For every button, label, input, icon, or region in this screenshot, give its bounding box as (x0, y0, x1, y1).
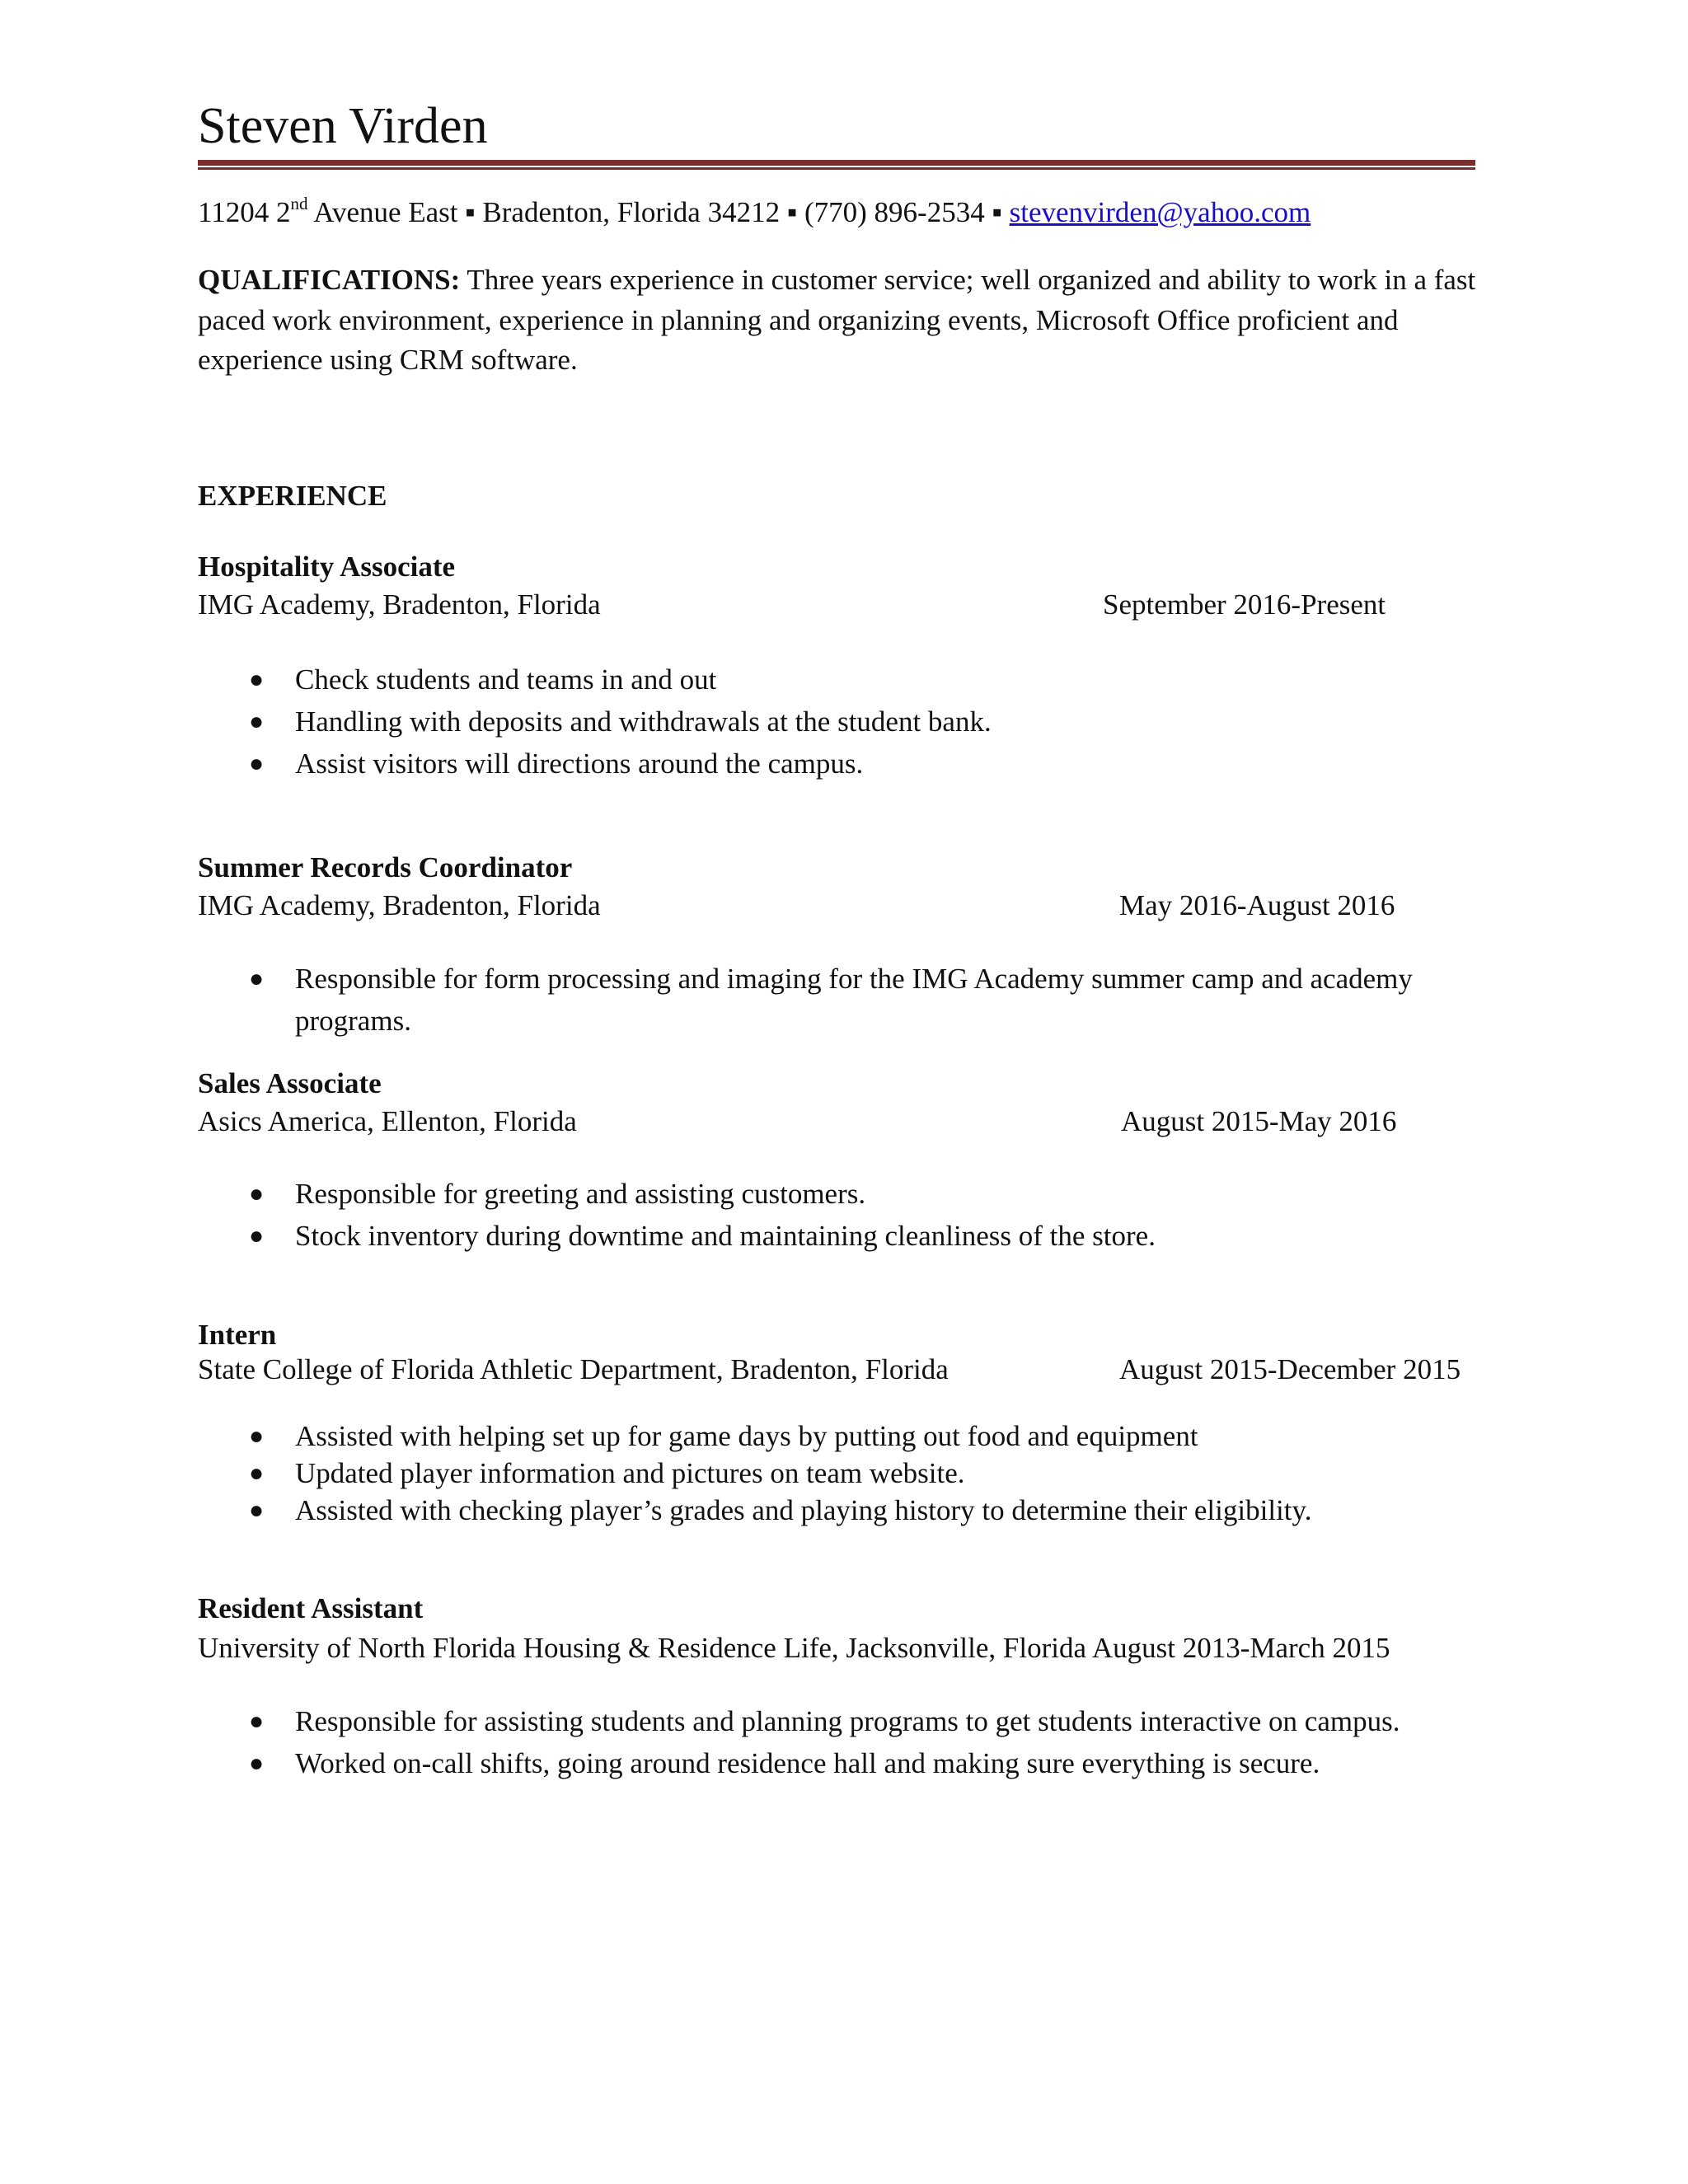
bullet-item: ● Responsible for greeting and assisting customers. (198, 1173, 1156, 1215)
job-title: Sales Associate (198, 1067, 382, 1099)
bullet-dot-icon: ● (249, 965, 265, 992)
bullet-item: ● Responsible for form processing and imaging for the IMG Academy summer camp and academy programs. (198, 958, 1482, 1042)
bullet-dot-icon: ● (249, 1222, 265, 1249)
bullet-dot-icon: ● (249, 1180, 265, 1207)
bullet-item: ● Assist visitors will directions around the campus. (198, 743, 992, 785)
bullet-dot-icon: ● (249, 1708, 265, 1735)
bullet-item: ● Check students and teams in and out (198, 658, 992, 701)
bullet-item: ● Assisted with helping set up for game days by putting out food and equipment (198, 1418, 1311, 1455)
job-bullets (198, 958, 1482, 1042)
experience-heading: EXPERIENCE (198, 480, 387, 512)
bullet-item: ● Worked on-call shifts, going around residence hall and making sure everything is secure. (198, 1742, 1400, 1784)
bullet-dot-icon: ● (249, 1422, 265, 1450)
bullet-item: ● Stock inventory during downtime and maintaining cleanliness of the store. (198, 1215, 1156, 1257)
bullet-dot-icon: ● (249, 666, 265, 693)
bullet-dot-icon: ● (249, 1460, 265, 1487)
address-street-number: 11204 2 (198, 196, 291, 228)
bullet-dot-icon: ● (249, 708, 265, 735)
job-bullets (198, 1173, 1156, 1257)
job-org: IMG Academy, Bradenton, Florida (198, 588, 601, 621)
bullet-dot-icon: ● (249, 750, 265, 777)
bullet-item: ● Assisted with checking player’s grades and playing history to determine their eligibility. (198, 1492, 1311, 1529)
job-org: Asics America, Ellenton, Florida (198, 1105, 577, 1137)
job-bullets (198, 1700, 1400, 1784)
job-dates: May 2016-August 2016 (1119, 889, 1395, 921)
bullet-dot-icon: ● (249, 1750, 265, 1777)
job-org: State College of Florida Athletic Department, Bradenton, Florida (198, 1353, 949, 1385)
header-rule-thin (198, 167, 1475, 170)
header-rule-thick (198, 160, 1475, 166)
job-dates: August 2015-December 2015 (1119, 1353, 1461, 1385)
bullet-dot-icon: ● (249, 1497, 265, 1524)
qualifications-paragraph (198, 260, 1484, 381)
email-link[interactable]: stevenvirden@yahoo.com (1009, 196, 1311, 228)
job-org: IMG Academy, Bradenton, Florida (198, 889, 601, 921)
job-bullets (198, 658, 992, 785)
qualifications-label: QUALIFICATIONS: (198, 264, 461, 296)
bullet-item: ● Updated player information and pictures on team website. (198, 1455, 1311, 1492)
job-bullets (198, 1418, 1311, 1529)
contact-line (198, 196, 1311, 229)
resume-name: Steven Virden (198, 98, 488, 154)
address-and-phone: Avenue East ▪ Bradenton, Florida 34212 ▪ (770) 896-2534 ▪ (307, 196, 1010, 228)
job-dates: August 2013-March 2015 (1091, 1632, 1390, 1664)
bullet-item: ● Handling with deposits and withdrawals at the student bank. (198, 701, 992, 743)
qualifications-text: Three years experience in customer service; well organized and ability to work in a fast paced work environment, experience in planning and organizing events, Microsoft Office proficient and experience using CRM software. (198, 264, 1476, 376)
job-title: Summer Records Coordinator (198, 851, 573, 883)
address-ordinal: nd (290, 194, 308, 213)
job-dates: September 2016-Present (1103, 588, 1386, 621)
job-org: University of North Florida Housing & Residence Life, Jacksonville, Florida August 2013-March 2015 (198, 1632, 1390, 1664)
job-dates: August 2015-May 2016 (1121, 1105, 1397, 1137)
job-title: Resident Assistant (198, 1592, 424, 1624)
job-title: Intern (198, 1319, 277, 1351)
bullet-item: ● Responsible for assisting students and planning programs to get students interactive on campus. (198, 1700, 1400, 1742)
job-title: Hospitality Associate (198, 551, 456, 583)
